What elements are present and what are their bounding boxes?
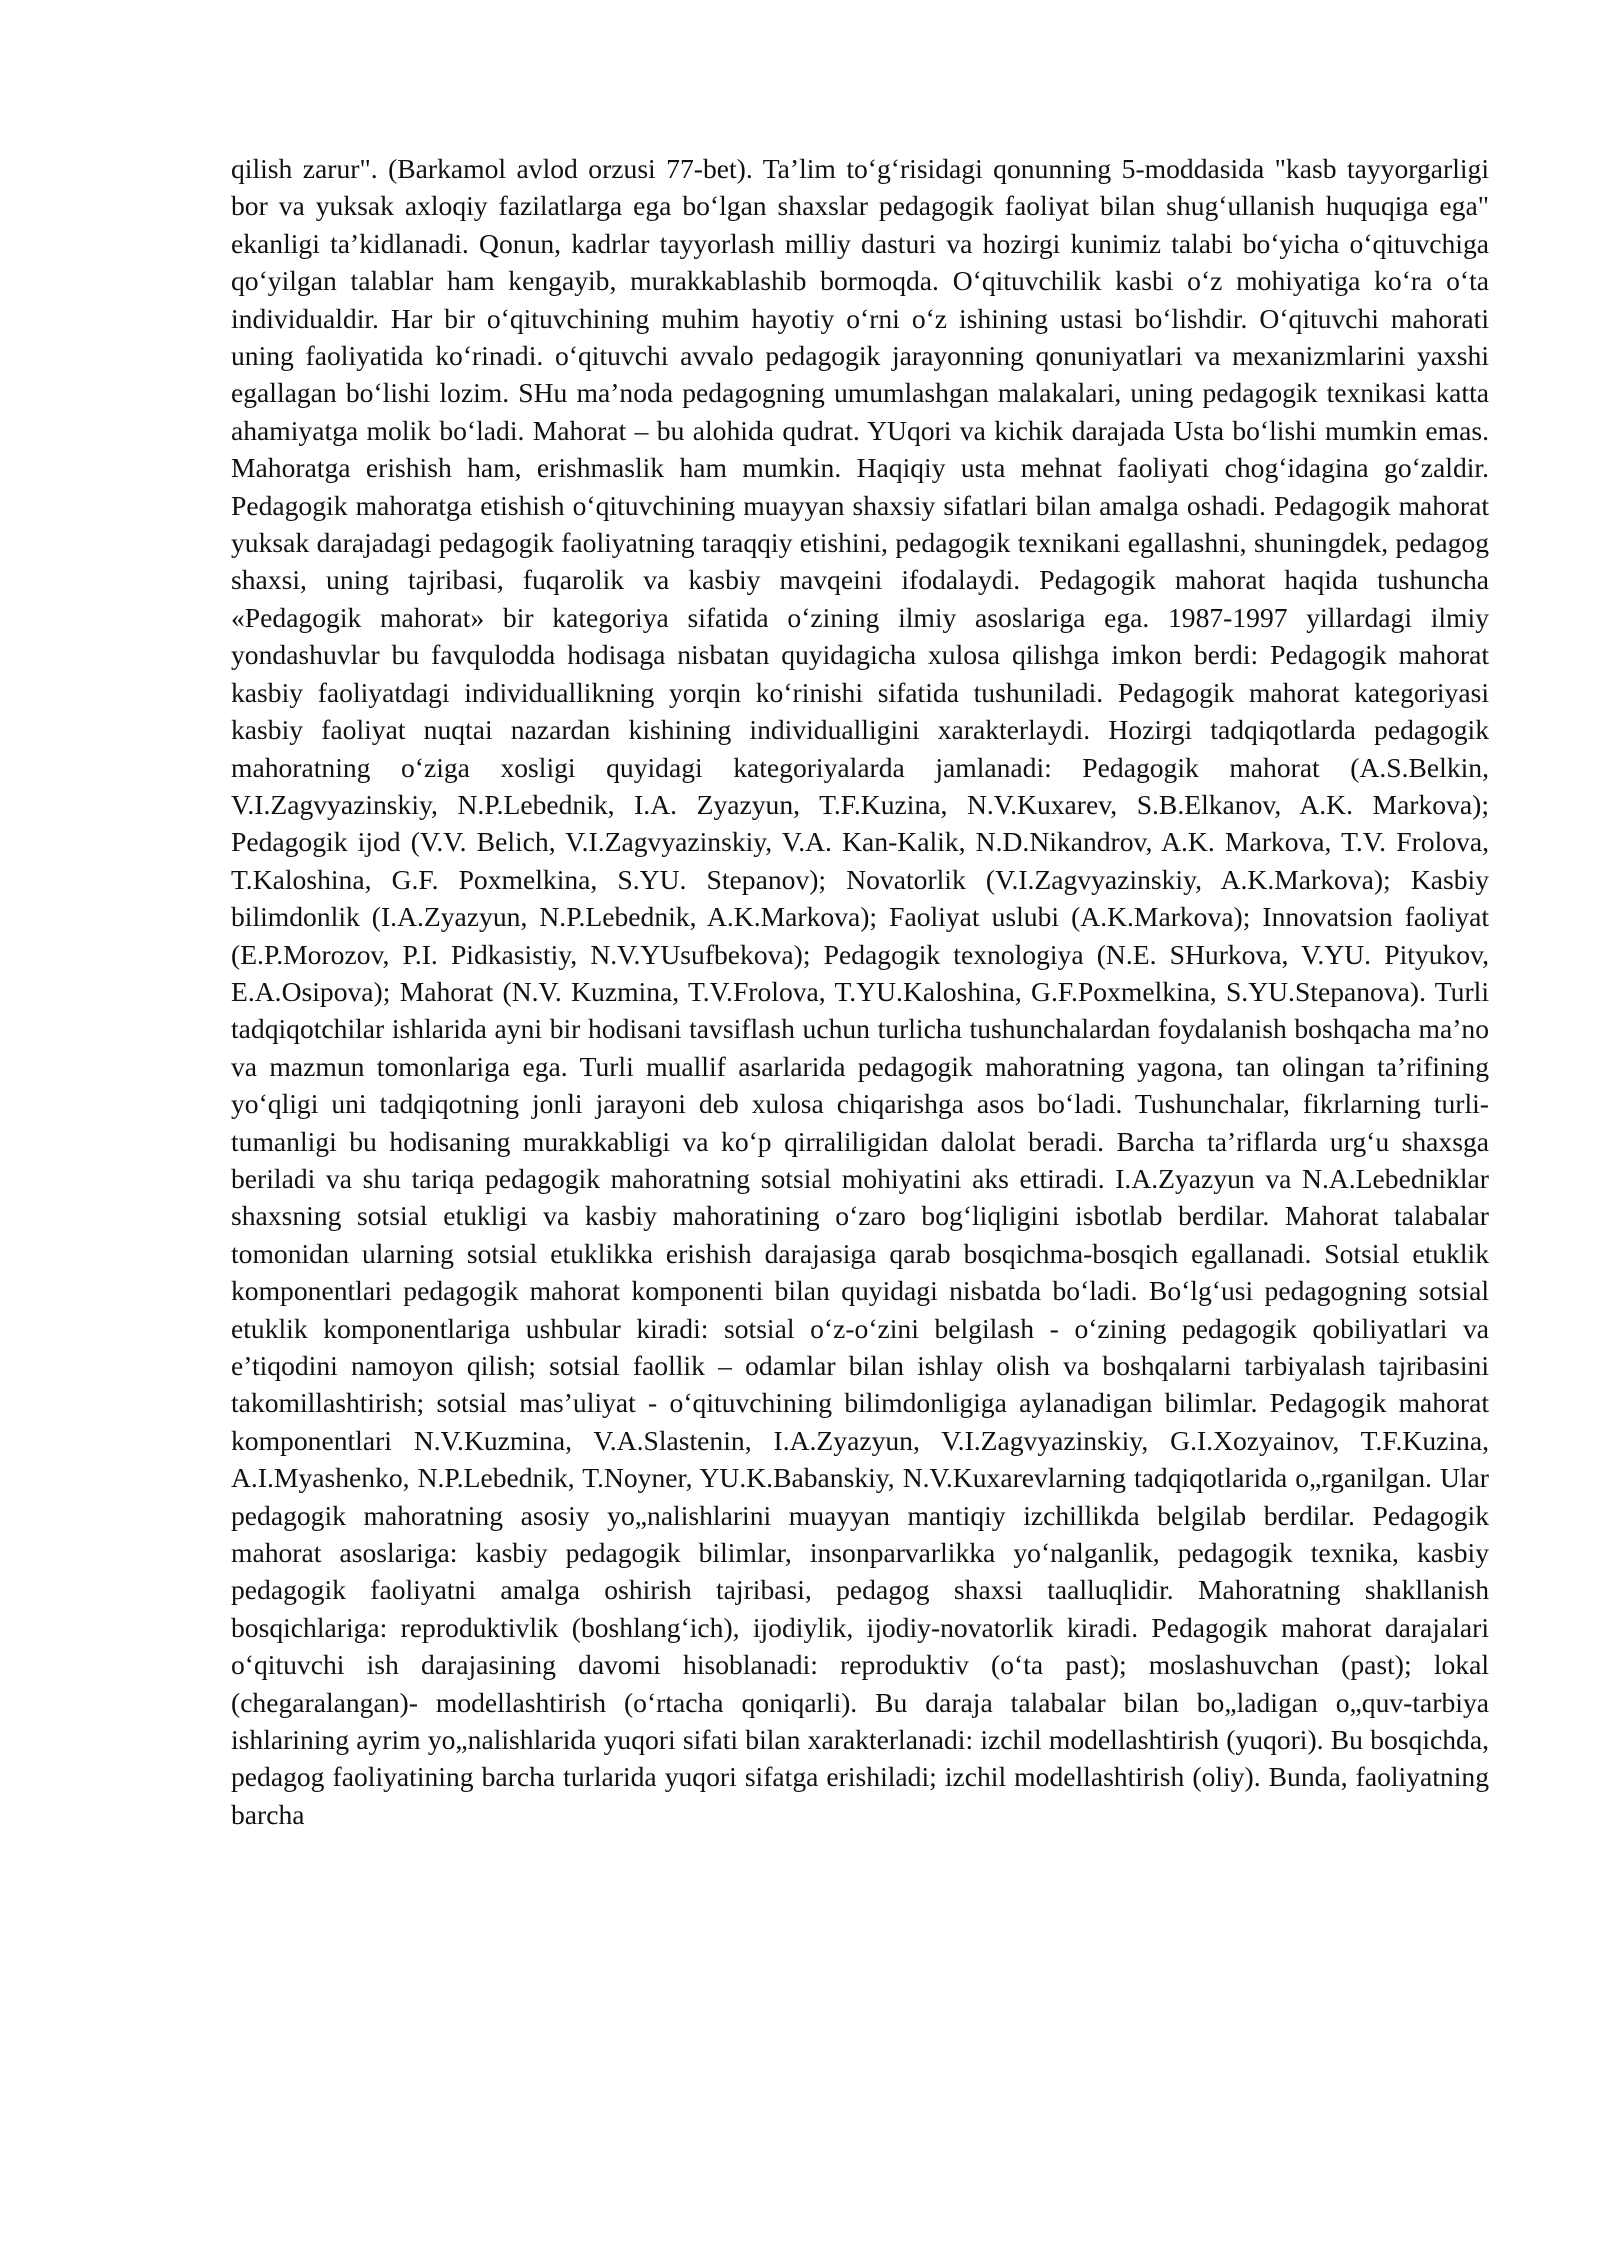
body-paragraph: qilish zarur". (Barkamol avlod orzusi 77-bet). Ta’lim to‘g‘risidagi qonunning 5-moddasida "kasb tayyorgarligi bor va yuksak axloqiy fazilatlarga ega bo‘lgan shaxslar pedagogik faoliyat bilan shug‘ullanish huquqiga ega" ekanligi ta’kidlanadi. Qonun, kadrlar tayyorlash milliy dasturi va hozirgi kunimiz talabi bo‘yicha o‘qituvchiga qo‘yilgan talablar ham kengayib, murakkablashib bormoqda. O‘qituvchilik kasbi o‘z mohiyatiga ko‘ra o‘ta individualdir. Har bir o‘qituvchining muhim hayotiy o‘rni o‘z ishining ustasi bo‘lishdir. O‘qituvchi mahorati uning faoliyatida ko‘rinadi. o‘qituvchi avvalo pedagogik jarayonning qonuniyatlari va mexanizmlarini yaxshi egallagan bo‘lishi lozim. SHu ma’noda pedagogning umumlashgan malakalari, uning pedagogik texnikasi katta ahamiyatga molik bo‘ladi. Mahorat – bu alohida qudrat. YUqori va kichik darajada Usta bo‘lishi mumkin emas. Mahoratga erishish ham, erishmaslik ham mumkin. Haqiqiy usta mehnat faoliyati chog‘idagina go‘zaldir. Pedagogik mahoratga etishish o‘qituvchining muayyan shaxsiy sifatlari bilan amalga oshadi. Pedagogik mahorat yuksak darajadagi pedagogik faoliyatning taraqqiy etishini, pedagogik texnikani egallashni, shuningdek, pedagog shaxsi, uning tajribasi, fuqarolik va kasbiy mavqeini ifodalaydi. Pedagogik mahorat haqida tushuncha «Pedagogik mahorat» bir kategoriya sifatida o‘zining ilmiy asoslariga ega. 1987-1997 yillardagi ilmiy yondashuvlar bu favqulodda hodisaga nisbatan quyidagicha xulosa qilishga imkon berdi: Pedagogik mahorat kasbiy faoliyatdagi individuallikning yorqin ko‘rinishi sifatida tushuniladi. Pedagogik mahorat kategoriyasi kasbiy faoliyat nuqtai nazardan kishining individualligini xarakterlaydi. Hozirgi tadqiqotlarda pedagogik mahoratning o‘ziga xosligi quyidagi kategoriyalarda jamlanadi: Pedagogik mahorat (A.S.Belkin, V.I.Zagvyazinskiy, N.P.Lebednik, I.A. Zyazyun, T.F.Kuzina, N.V.Kuxarev, S.B.Elkanov, A.K. Markova); Pedagogik ijod (V.V. Belich, V.I.Zagvyazinskiy, V.A. Kan-Kalik, N.D.Nikandrov, A.K. Markova, T.V. Frolova, T.Kaloshina, G.F. Poxmelkina, S.YU. Stepanov); Novatorlik (V.I.Zagvyazinskiy, A.K.Markova); Kasbiy bilimdonlik (I.A.Zyazyun, N.P.Lebednik, A.K.Markova); Faoliyat uslubi (A.K.Markova); Innovatsion faoliyat (E.P.Morozov, P.I. Pidkasistiy, N.V.YUsufbekova); Pedagogik texnologiya (N.E. SHurkova, V.YU. Pityukov, E.A.Osipova); Mahorat (N.V. Kuzmina, T.V.Frolova, T.YU.Kaloshina, G.F.Poxmelkina, S.YU.Stepanova). Turli tadqiqotchilar ishlarida ayni bir hodisani tavsiflash uchun turlicha tushunchalardan foydalanish boshqacha ma’no va mazmun tomonlariga ega. Turli muallif asarlarida pedagogik mahoratning yagona, tan olingan ta’rifining yo‘qligi uni tadqiqotning jonli jarayoni deb xulosa chiqarishga asos bo‘ladi. Tushunchalar, fikrlarning turli-tumanligi bu hodisaning murakkabligi va ko‘p qirraliligidan dalolat beradi. Barcha ta’riflarda urg‘u shaxsga beriladi va shu tariqa pedagogik mahoratning sotsial mohiyatini aks ettiradi. I.A.Zyazyun va N.A.Lebedniklar shaxsning sotsial etukligi va kasbiy mahoratining o‘zaro bog‘liqligini isbotlab berdilar. Mahorat talabalar tomonidan ularning sotsial etuklikka erishish darajasiga qarab bosqichma-bosqich egallanadi. Sotsial etuklik komponentlari pedagogik mahorat komponenti bilan quyidagi nisbatda bo‘ladi. Bo‘lg‘usi pedagogning sotsial etuklik komponentlariga ushbular kiradi: sotsial o‘z-o‘zini belgilash - o‘zining pedagogik qobiliyatlari va e’tiqodini namoyon qilish; sotsial faollik – odamlar bilan ishlay olish va boshqalarni tarbiyalash tajribasini takomillashtirish; sotsial mas’uliyat - o‘qituvchining bilimdonligiga aylanadigan bilimlar. Pedagogik mahorat komponentlari N.V.Kuzmina, V.A.Slastenin, I.A.Zyazyun, V.I.Zagvyazinskiy, G.I.Xozyainov, T.F.Kuzina, A.I.Myashenko, N.P.Lebednik, T.Noyner, YU.K.Babanskiy, N.V.Kuxarevlarning tadqiqotlarida o„rganilgan. Ular pedagogik mahoratning asosiy yo„nalishlarini muayyan mantiqiy izchillikda belgilab berdilar. Pedagogik mahorat asoslariga: kasbiy pedagogik bilimlar, insonparvarlikka yo‘nalganlik, pedagogik texnika, kasbiy pedagogik faoliyatni amalga oshirish tajribasi, pedagog shaxsi taalluqlidir. Mahoratning shakllanish bosqichlariga: reproduktivlik (boshlang‘ich), ijodiylik, ijodiy-novatorlik kiradi. Pedagogik mahorat darajalari o‘qituvchi ish darajasining davomi hisoblanadi: reproduktiv (o‘ta past); moslashuvchan (past); lokal (chegaralangan)- modellashtirish (o‘rtacha qoniqarli). Bu daraja talabalar bilan bo„ladigan o„quv-tarbiya ishlarining ayrim yo„nalishlarida yuqori sifati bilan xarakterlanadi: izchil modellashtirish (yuqori). Bu bosqichda, pedagog faoliyatining barcha turlarida yuqori sifatga erishiladi; izchil modellashtirish (oliy). Bunda, faoliyatning barcha: [231, 153, 1489, 1830]
